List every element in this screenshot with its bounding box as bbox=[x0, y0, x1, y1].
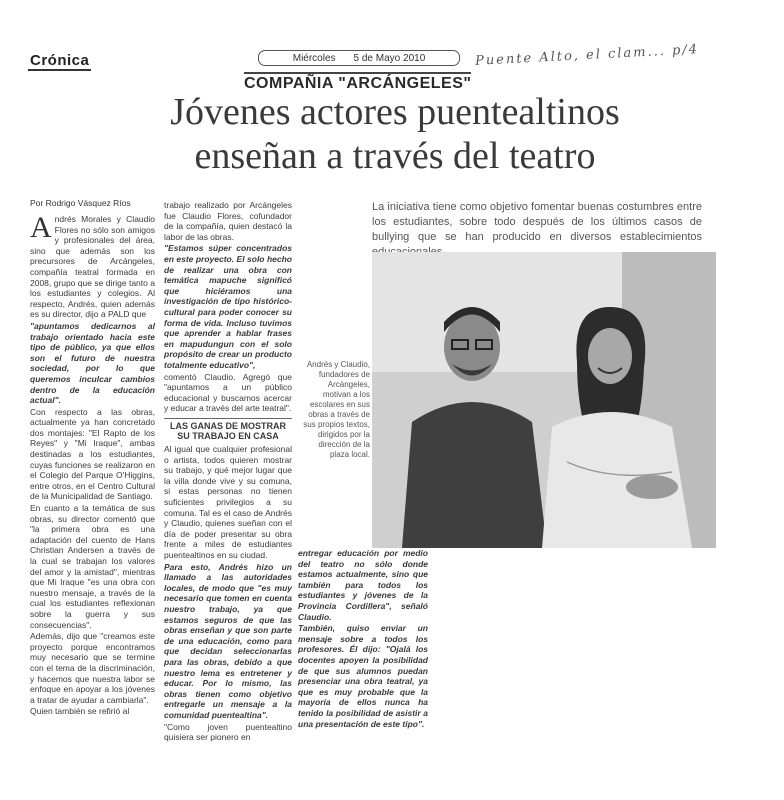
paragraph: Quien también se refirió al bbox=[30, 706, 130, 717]
paragraph: trabajo realizado por Arcángeles fue Claudio Flores, cofundador de la compañía, quien destacó la labor de las obras. bbox=[164, 200, 292, 242]
issue-date: 5 de Mayo 2010 bbox=[353, 52, 426, 64]
paragraph: También, quiso enviar un mensaje sobre a todos los profesores. Él dijo: "Ojalá los docentes apoyen la posibilidad de que sus alumnos puedan presenciar una obra teatral, ya que es muy probable que la mayoría de ellos nunca ha tenido la posibilidad de asistir a una presentación de este tipo". bbox=[298, 623, 428, 729]
lede-text: La iniciativa tiene como objetivo fomentar buenas costumbres entre los estudiantes, sobre todo después de los últimos casos de bullying que se han producido en diversos establecimientos bbox=[372, 201, 702, 243]
kicker: COMPAÑIA "ARCÁNGELES" bbox=[244, 72, 471, 93]
photo-illustration bbox=[372, 252, 716, 548]
byline: Por Rodrigo Vásquez Ríos bbox=[30, 198, 131, 208]
section-label: Crónica bbox=[30, 52, 90, 69]
paragraph: Con respecto a las obras, actualmente ya han concretado dos montajes: "El Rapto de los Reyes" y "Mi Iraque", ambas destinadas a los estudiantes, cuyas funciones se realizaron en el Colegio del Parque O'Higgins, entre otros, en el Centro Cultural de la Municipalidad de Santiago. bbox=[30, 406, 155, 502]
paragraph bbox=[30, 211, 155, 320]
headline bbox=[70, 90, 720, 178]
paragraph: Además, dijo que "creamos este proyecto porque encontramos muy necesario que se termine con el tema de la discriminación, y hacemos que nuestra labor se enfoque en apoyar a los jóvenes a tratar de ayudar a cambiarla". bbox=[30, 631, 155, 705]
paragraph: entregar educación por medio del teatro no sólo donde estamos actualmente, sino que también para todos los estudiantes y jóvenes de la Provincia Cordillera", señaló Claudio. bbox=[298, 548, 428, 622]
weekday: Miércoles bbox=[292, 52, 336, 64]
article-column-1 bbox=[30, 211, 155, 718]
headline-line-2: enseñan a través del teatro bbox=[194, 135, 596, 177]
handwritten-note: Puente Alto, el clam... p/4 bbox=[474, 42, 700, 69]
article-photo bbox=[372, 252, 716, 548]
paragraph: En cuanto a la temática de sus obras, su director comentó que "la primera obra es una adaptación del cuento de Hans Christian Andersen a través de la cual se trabajan los valores del amor y la amistad", mientras que Mi Iraque "es una obra con nuestro mensaje, a través de la cual los estudiantes reflexionan sobre la guerra y sus consecuencias". bbox=[30, 503, 155, 630]
article-column-2 bbox=[164, 200, 292, 744]
paragraph: "Como joven puentealtino quisiera ser pionero en bbox=[164, 721, 292, 743]
photo-caption: Andrés y Claudio, fundadores de Arcángeles, motivan a los escolares en sus obras a través de sus propios textos, dirigidos por la dirección de la plaza local. bbox=[303, 360, 370, 459]
paragraph: Al igual que cualquier profesional o artista, todos quieren mostrar su trabajo, y qué mejor lugar que la villa donde vive y su comuna, si estas personas no tienen suficientes privilegios a su comuna. Tal es el caso de Andrés y Claudio, quienes sueñan con el día de poder presentar su obra frente a miles de estudiantes puentealtinos en su ciudad. bbox=[164, 444, 292, 560]
article-column-3 bbox=[298, 548, 428, 730]
paragraph: Para esto, Andrés hizo un llamado a las autoridades locales, de modo que "es muy necesario que tomen en cuenta nuestro trabajo, ya que estamos seguros de que las obras enseñan y que son parte de una educación, como para que decidan seleccionarlas para las obras, debido a que nuestro lema es entretener y educar. Por lo mismo, las obras tienen como objetivo entregarle un mensaje a la comunidad puentealtina". bbox=[164, 561, 292, 720]
drop-cap: A bbox=[30, 211, 52, 244]
paragraph-text: ndrés Morales y Claudio Flores no sólo son amigos y profesionales del área, sino que además son los precursores de Arcángeles, compañía teatral formada en 2008, grupo que se dirige tanto a los estudiantes y colegios. Al respecto, Andrés, quien además es su director, dijo a PALD que bbox=[30, 214, 155, 320]
column-subhead: LAS GANAS DE MOSTRAR SU TRABAJO EN CASA bbox=[164, 418, 292, 442]
headline-line-1: Jóvenes actores puentealtinos bbox=[170, 91, 620, 133]
paragraph: "Estamos súper concentrados en este proyecto. El solo hecho de realizar una obra con temática mapuche significó que hiciéramos una investigación de tipo histórico-cultural para poder conocer su forma de vida. Incluso tuvimos que aprender a hablar frases en mapudungun con el solo propósito de crear un producto totalmente educativo", bbox=[164, 243, 292, 370]
paragraph: comentó Claudio. Agregó que "apuntamos a un público educacional y buscamos acercar y educar a través del arte teatral". bbox=[164, 371, 292, 414]
paragraph: "apuntamos dedicarnos al trabajo orientado hacia este tipo de público, ya que ellos son el futuro de nuestra sociedad, por lo que queremos inculcar cambios dentro de la educación actual". bbox=[30, 320, 155, 406]
date-bar bbox=[258, 50, 460, 66]
